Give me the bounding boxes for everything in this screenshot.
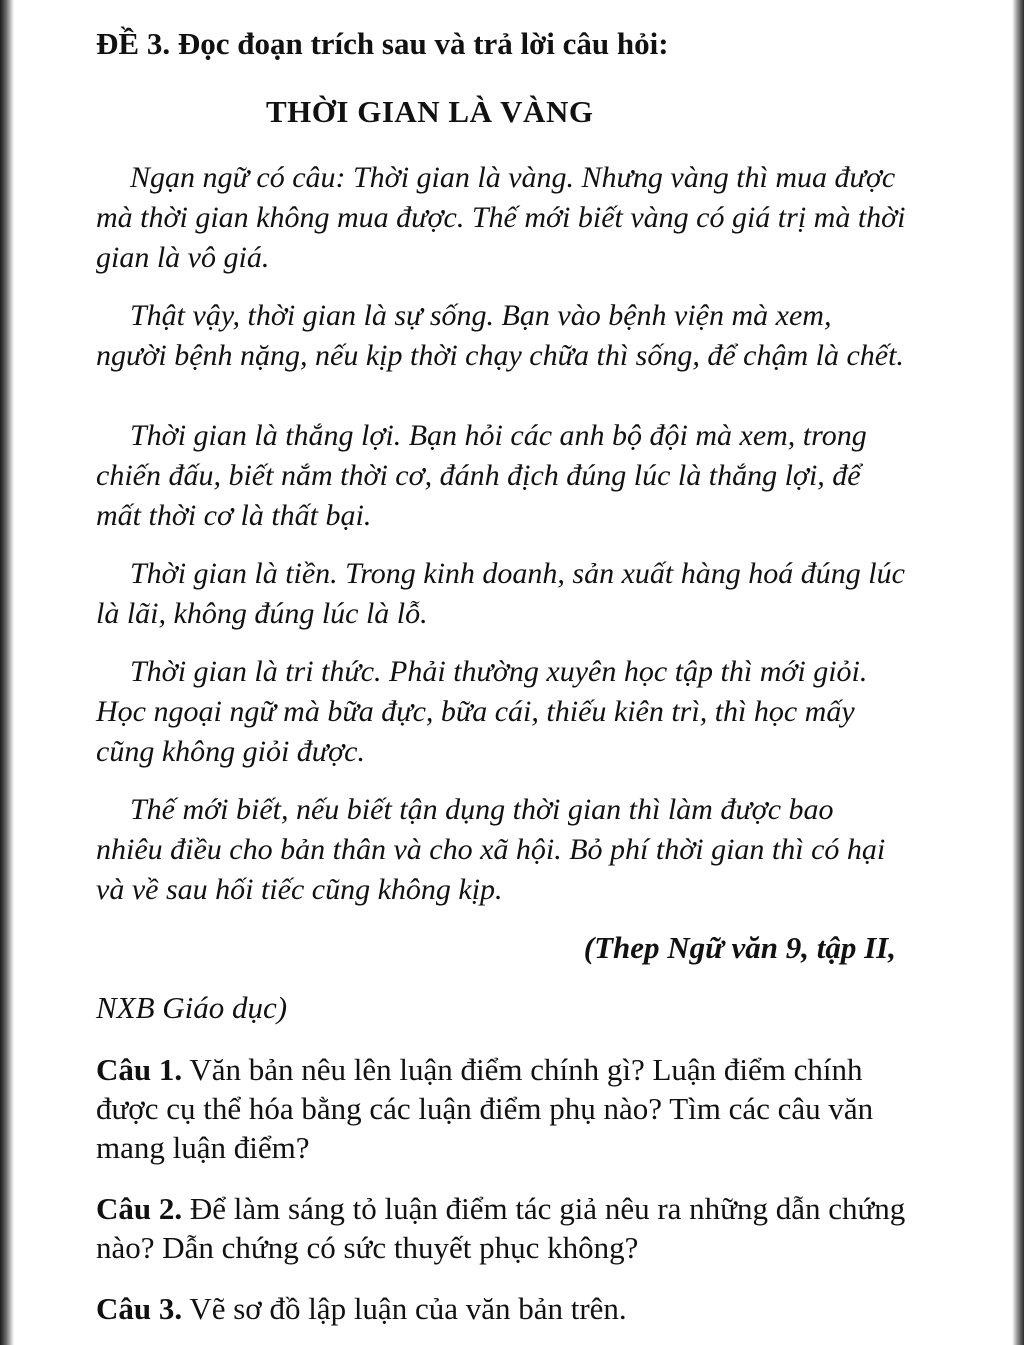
question-3-label: Câu 3. — [96, 1291, 183, 1326]
question-1-label: Câu 1. — [96, 1052, 183, 1087]
passage-paragraph-3: Thời gian là thắng lợi. Bạn hỏi các anh bộ đội mà xem, trong chiến đấu, biết nắm thời cơ, đánh địch đúng lúc là thắng lợi, để mất thời cơ là thất bại. — [96, 419, 867, 532]
source-citation — [96, 928, 906, 1028]
source-citation-line-2: NXB Giáo dục) — [96, 990, 288, 1025]
document-content — [96, 22, 906, 1328]
passage-paragraph-5: Thời gian là tri thức. Phải thường xuyên học tập thì mới giỏi. Học ngoại ngữ mà bữa đực, bữa cái, thiếu kiên trì, thì học mấy cũng không giỏi được. — [96, 655, 868, 768]
exercise-header: ĐỀ 3. Đọc đoạn trích sau và trả lời câu hỏi: — [96, 26, 669, 61]
question-3 — [96, 1289, 906, 1328]
page-right-shadow — [1012, 0, 1024, 1345]
question-1 — [96, 1050, 906, 1167]
question-2-text: Để làm sáng tỏ luận điểm tác giả nêu ra những dẫn chứng nào? Dẫn chứng có sức thuyết phục không? — [96, 1191, 906, 1265]
page-left-shadow — [0, 0, 14, 1345]
question-2-label: Câu 2. — [96, 1191, 183, 1226]
passage-paragraph-6: Thế mới biết, nếu biết tận dụng thời gian thì làm được bao nhiêu điều cho bản thân và cho xã hội. Bỏ phí thời gian thì có hại và về sau hối tiếc cũng không kịp. — [96, 793, 886, 906]
question-2 — [96, 1189, 906, 1267]
question-1-text: Văn bản nêu lên luận điểm chính gì? Luận điểm chính được cụ thể hóa bằng các luận điểm phụ nào? Tìm các câu văn mang luận điểm? — [96, 1052, 874, 1165]
question-3-text: Vẽ sơ đồ lập luận của văn bản trên. — [189, 1291, 627, 1326]
passage-title: THỜI GIAN LÀ VÀNG — [266, 94, 594, 129]
passage-paragraph-1: Ngạn ngữ có câu: Thời gian là vàng. Nhưng vàng thì mua được mà thời gian không mua được. Thế mới biết vàng có giá trị mà thời gian là vô giá. — [96, 161, 906, 274]
passage-paragraph-4: Thời gian là tiền. Trong kinh doanh, sản xuất hàng hoá đúng lúc là lãi, không đúng lúc là lỗ. — [96, 557, 905, 630]
source-citation-line-1: (Thep Ngữ văn 9, tập II, — [583, 930, 896, 965]
passage-paragraph-2: Thật vậy, thời gian là sự sống. Bạn vào bệnh viện mà xem, người bệnh nặng, nếu kịp thời chạy chữa thì sống, để chậm là chết. — [96, 299, 904, 372]
